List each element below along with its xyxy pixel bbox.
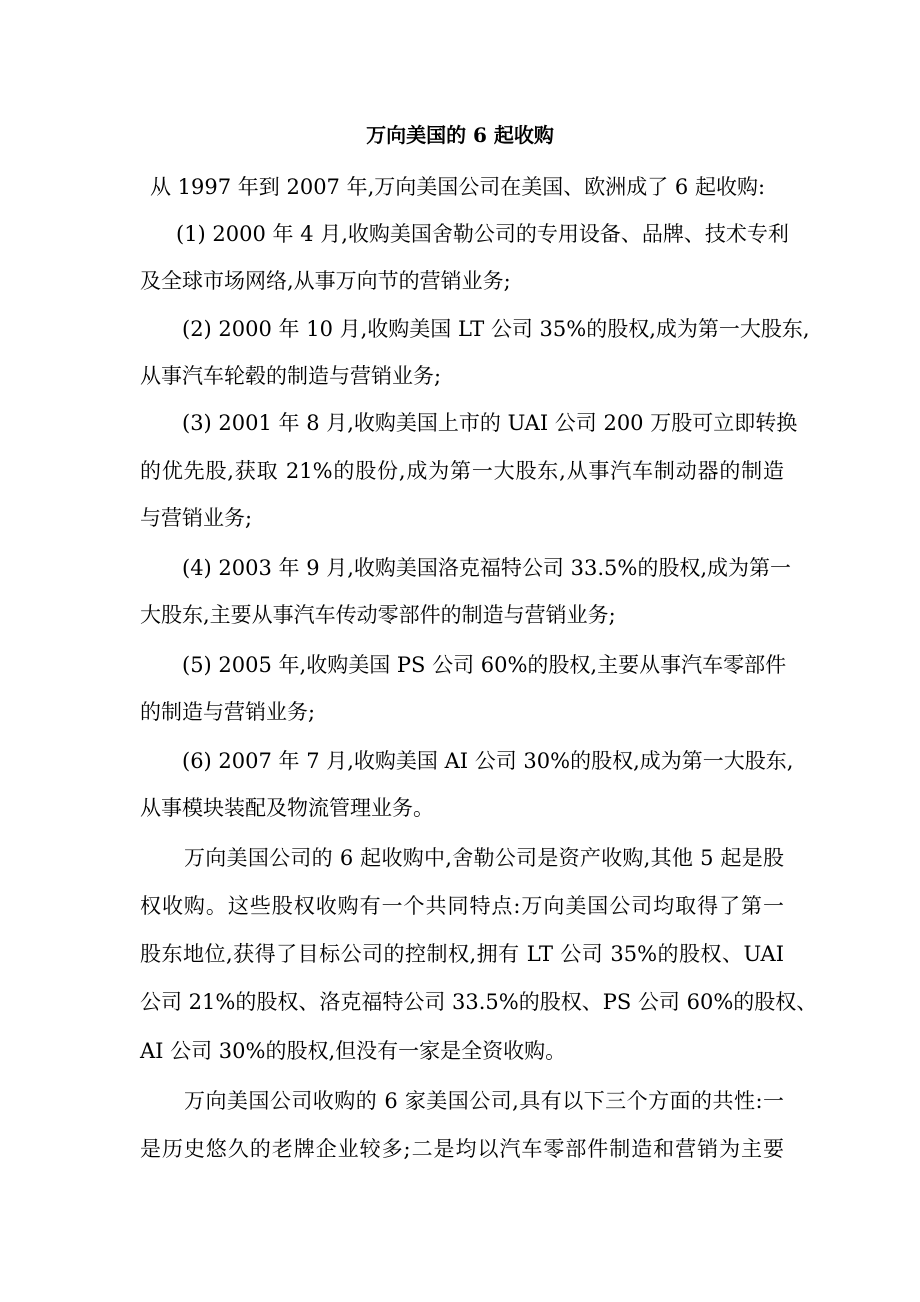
text-line: AI 公司 30%的股权,但没有一家是全资收购。 (140, 1039, 567, 1063)
text-line: (6) 2007 年 7 月,收购美国 AI 公司 30%的股权,成为第一大股东, (182, 749, 794, 773)
document-title: 万向美国的 6 起收购 (366, 123, 554, 147)
text-line: 万向美国公司的 6 起收购中,舍勒公司是资产收购,其他 5 起是股 (184, 846, 784, 870)
text-line: 股东地位,获得了目标公司的控制权,拥有 LT 公司 35%的股权、UAI (140, 942, 784, 966)
text-line: 是历史悠久的老牌企业较多;二是均以汽车零部件制造和营销为主要 (140, 1137, 784, 1161)
text-line: 万向美国公司收购的 6 家美国公司,具有以下三个方面的共性:一 (184, 1089, 784, 1113)
text-line: 大股东,主要从事汽车传动零部件的制造与营销业务; (140, 603, 616, 627)
text-line: 及全球市场网络,从事万向节的营销业务; (140, 269, 511, 293)
text-line: 从事模块装配及物流管理业务。 (140, 796, 434, 820)
text-line: (3) 2001 年 8 月,收购美国上市的 UAI 公司 200 万股可立即转换 (182, 411, 798, 435)
text-line: 的优先股,获取 21%的股份,成为第一大股东,从事汽车制动器的制造 (140, 459, 784, 483)
text-line: 与营销业务; (140, 506, 253, 530)
text-line: (1) 2000 年 4 月,收购美国舍勒公司的专用设备、品牌、技术专利 (176, 222, 789, 246)
text-line: (2) 2000 年 10 月,收购美国 LT 公司 35%的股权,成为第一大股东, (182, 317, 810, 341)
text-line: 权收购。这些股权收购有一个共同特点:万向美国公司均取得了第一 (140, 894, 784, 918)
text-line: 从 1997 年到 2007 年,万向美国公司在美国、欧洲成了 6 起收购: (150, 175, 766, 199)
text-line: 从事汽车轮毂的制造与营销业务; (140, 364, 442, 388)
text-line: (4) 2003 年 9 月,收购美国洛克福特公司 33.5%的股权,成为第一 (182, 556, 791, 580)
text-line: (5) 2005 年,收购美国 PS 公司 60%的股权,主要从事汽车零部件 (182, 653, 787, 677)
text-line: 公司 21%的股权、洛克福特公司 33.5%的股权、PS 公司 60%的股权、 (140, 990, 818, 1014)
text-line: 的制造与营销业务; (140, 700, 316, 724)
